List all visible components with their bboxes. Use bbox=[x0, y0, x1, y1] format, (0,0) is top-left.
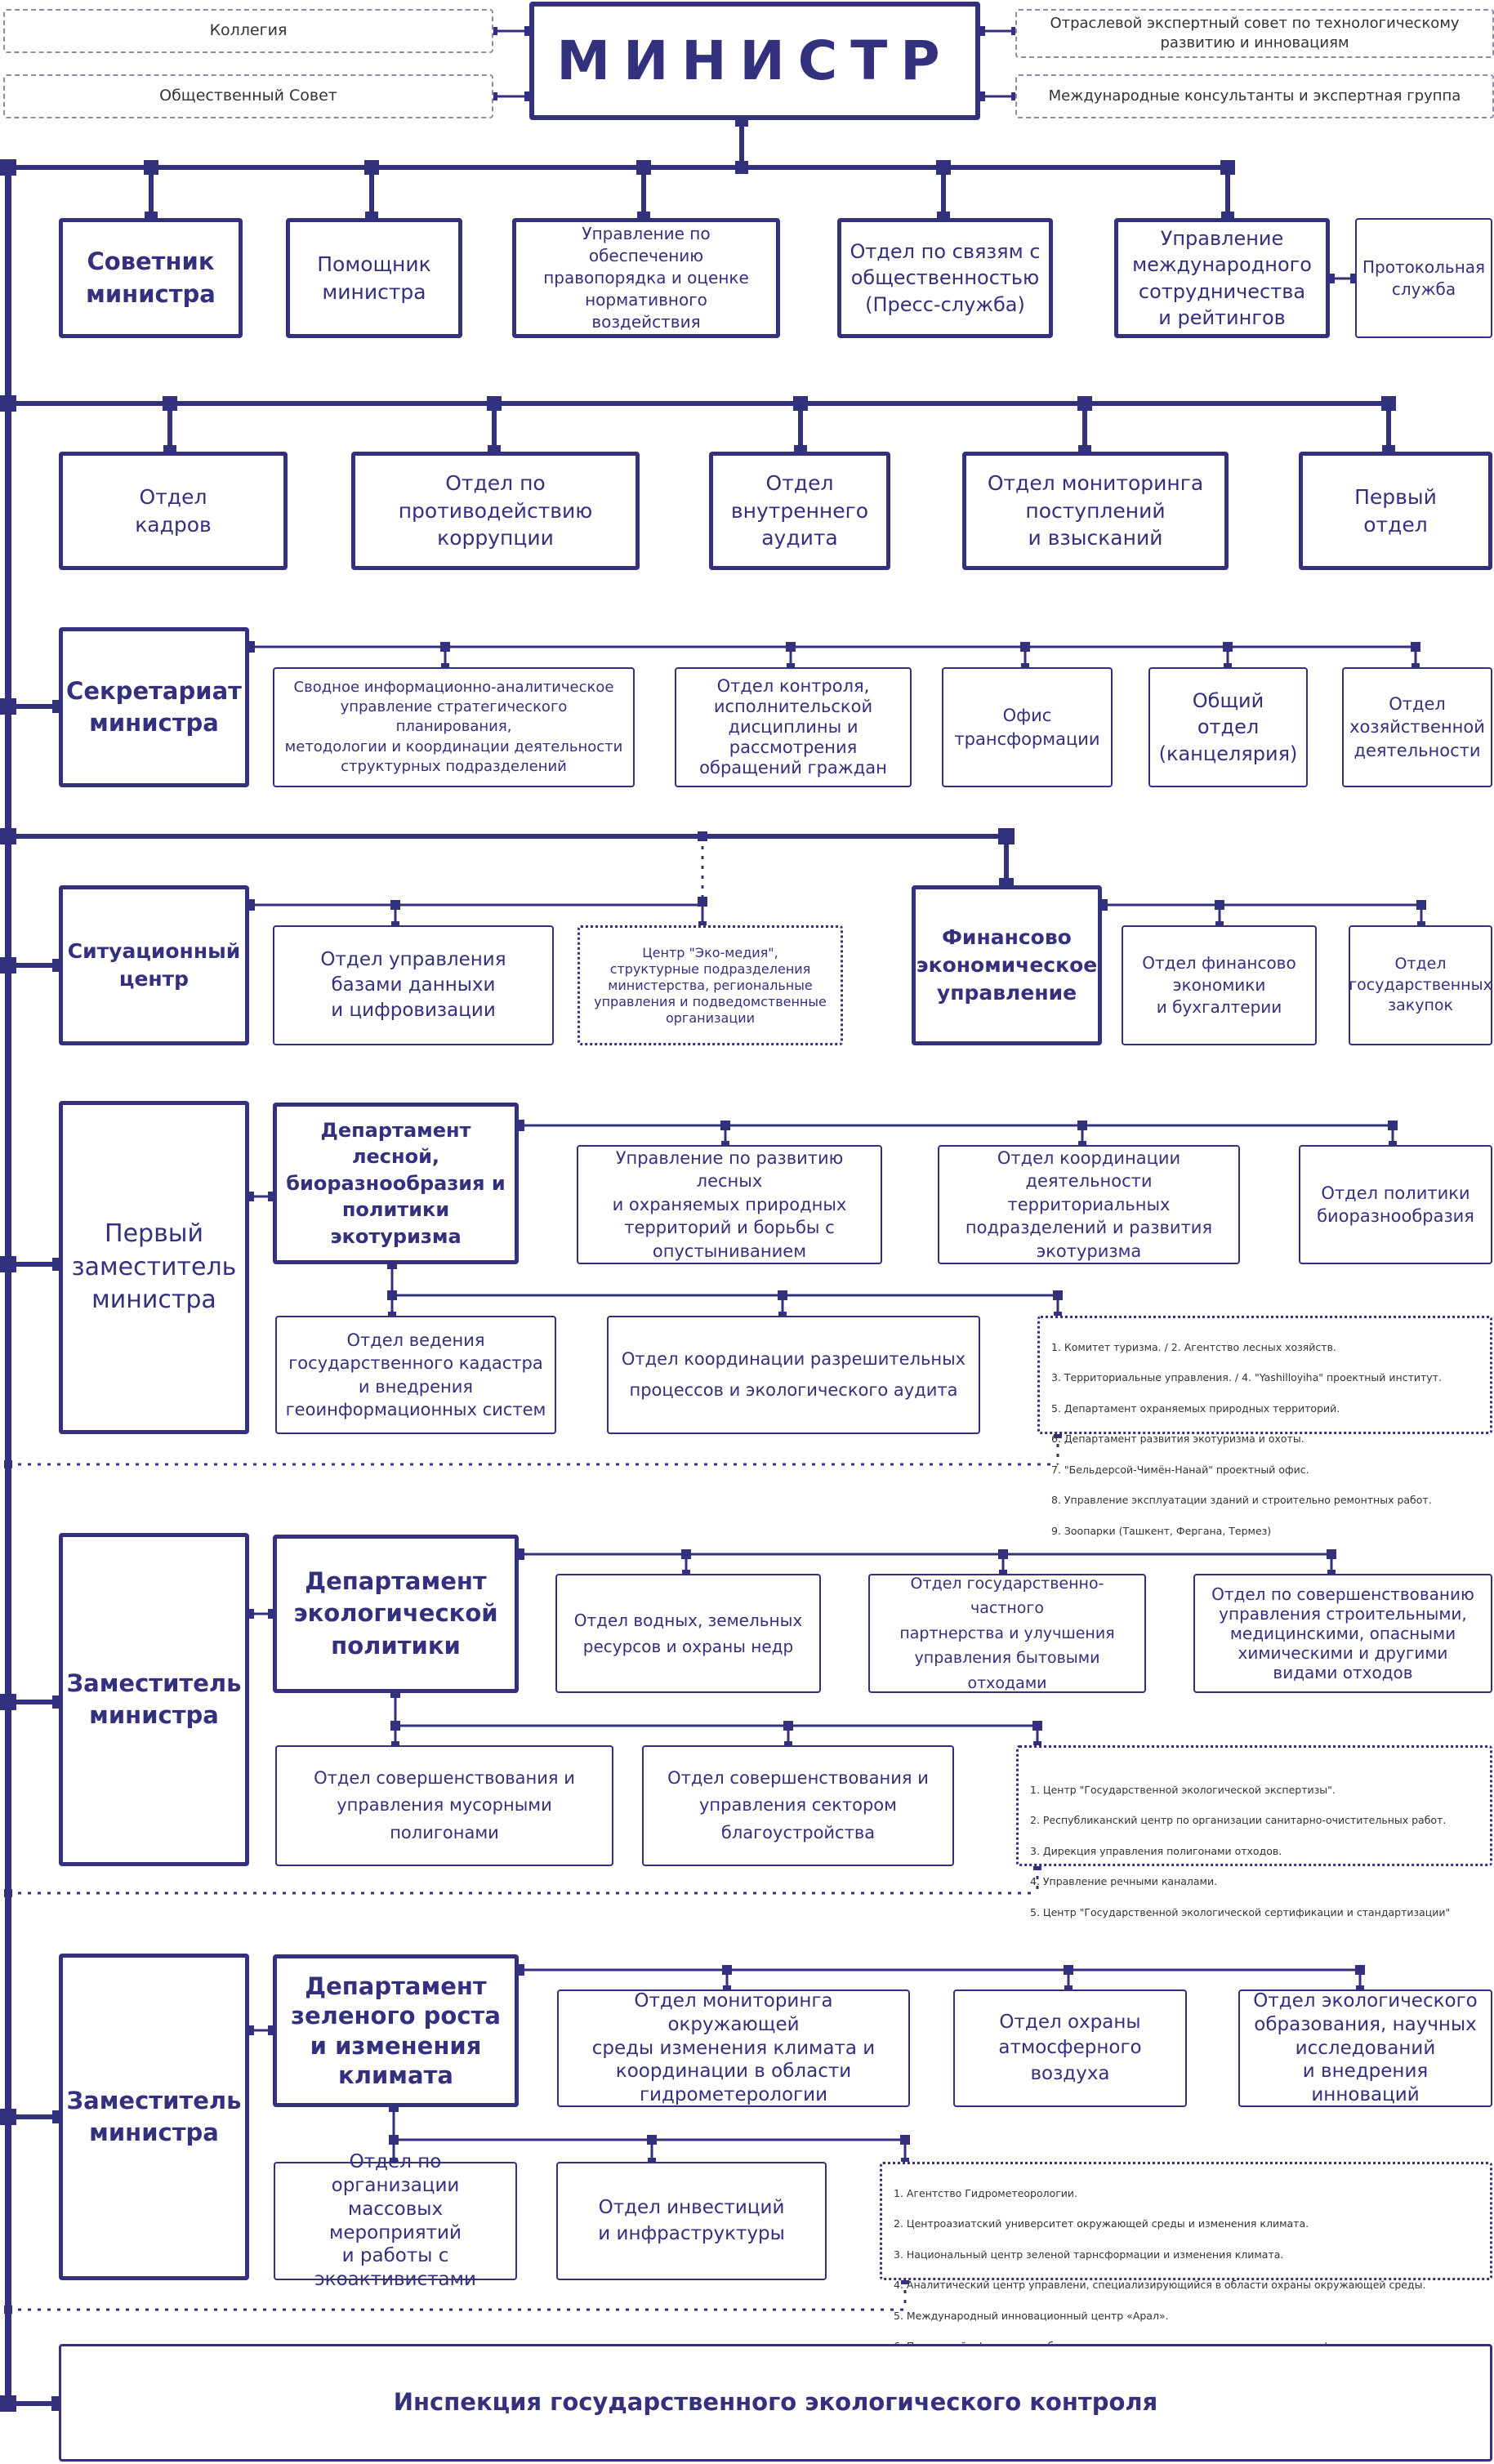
green-growth-department-box: Департамент зеленого роста и изменения климата bbox=[273, 1954, 519, 2107]
list-item: 6. Департамент развития экотуризма и охоты. bbox=[1051, 1433, 1304, 1446]
protocol-box: Протокольная служба bbox=[1355, 218, 1492, 338]
list-item: 3. Национальный центр зеленой тарнсформации и изменения климата. bbox=[894, 2248, 1284, 2261]
connector-node bbox=[0, 698, 16, 715]
connector-node bbox=[0, 159, 16, 176]
eco-policy-department-box: Департамент экологической политики bbox=[273, 1535, 519, 1693]
collegium-box: Коллегия bbox=[3, 9, 493, 53]
press-box: Отдел по связям с общественностью (Пресс-служба) bbox=[837, 218, 1053, 338]
list-item: 1. Агентство Гидрометеорологии. bbox=[894, 2186, 1078, 2199]
list-item: 1. Комитет туризма. / 2. Агентство лесных хозяйств. bbox=[1051, 1340, 1336, 1353]
inspection-box: Инспекция государственного экологического контроля bbox=[59, 2344, 1492, 2462]
analytics-box: Сводное информационно-аналитическое управление стратегического планирования, методологии и координации деятельности структурных подразделений bbox=[273, 667, 635, 787]
connector-node bbox=[0, 2395, 16, 2412]
landfills-box: Отдел совершенствования и управления мусорными полигонами bbox=[275, 1745, 613, 1866]
biodiversity-box: Отдел политики биоразнообразия bbox=[1299, 1145, 1492, 1264]
secretariat-box: Секретариат министра bbox=[59, 627, 249, 787]
landscaping-box: Отдел совершенствования и управления сектором благоустройства bbox=[642, 1745, 954, 1866]
situation-center-box: Ситуационный центр bbox=[59, 885, 249, 1045]
connector-node bbox=[390, 900, 400, 910]
eco-policy-subordinates-list bbox=[1016, 1745, 1492, 1918]
connector-node bbox=[0, 1256, 16, 1272]
list-item: 5. Департамент охраняемых природных территорий. bbox=[1051, 1401, 1340, 1415]
list-item: 2. Республиканский центр по организации санитарно-очистительных работ. bbox=[1030, 1814, 1447, 1827]
list-item: 8. Управление эксплуатации зданий и строительно ремонтных работ. bbox=[1051, 1494, 1432, 1507]
mass-events-box: Отдел по организации массовых мероприятий и работы с экоактивистами bbox=[274, 2162, 517, 2280]
international-dept-box: Управление международного сотрудничества и рейтингов bbox=[1114, 218, 1330, 338]
public-council-box: Общественный Совет bbox=[3, 74, 493, 118]
connector-node bbox=[0, 957, 16, 974]
hazardous-waste-box: Отдел по совершенствованию управления строительными, медицинскими, опасными химическими и другими видами отходов bbox=[1193, 1574, 1492, 1693]
climate-monitoring-box: Отдел мониторинга окружающей среды изменения климата и координации в области гидрометерологии bbox=[557, 1989, 910, 2107]
international-experts-box: Международные консультанты и экспертная группа bbox=[1015, 74, 1494, 118]
finance-box: Финансово экономическое управление bbox=[912, 885, 1102, 1045]
connector-node bbox=[4, 2306, 12, 2314]
anticorruption-box: Отдел по противодействию коррупции bbox=[351, 452, 640, 570]
databases-box: Отдел управления базами данныхи и цифровизации bbox=[273, 925, 554, 1045]
connector-node bbox=[4, 1460, 12, 1468]
list-item: 9. Зоопарки (Ташкент, Фергана, Термез) bbox=[1051, 1524, 1272, 1537]
investment-box: Отдел инвестиций и инфраструктуры bbox=[556, 2162, 827, 2280]
deputy-minister-ecology-box: Заместитель министра bbox=[59, 1533, 249, 1866]
climate-subordinates-list bbox=[880, 2162, 1492, 2322]
ppp-waste-box: Отдел государственно-частного партнерства и улучшения управления бытовыми отходами bbox=[868, 1574, 1146, 1693]
list-item: 5. Международный инновационный центр «Арал». bbox=[894, 2309, 1169, 2322]
law-order-box: Управление по обеспечению правопорядка и оценке нормативного воздействия bbox=[512, 218, 780, 338]
connector-node bbox=[0, 395, 16, 412]
list-item: 4. Управление речными каналами. bbox=[1030, 1875, 1218, 1888]
monitoring-box: Отдел мониторинга поступлений и взысканий bbox=[962, 452, 1229, 570]
advisor-box: Советник министра bbox=[59, 218, 243, 338]
forest-management-box: Управление по развитию лесных и охраняемых природных территорий и борьбы с опустыниванием bbox=[577, 1145, 882, 1264]
list-item: 7. "Бельдерсой-Чимён-Нанай" проектный офис. bbox=[1051, 1463, 1309, 1476]
eco-education-box: Отдел экологического образования, научных исследований и внедрения инноваций bbox=[1238, 1989, 1492, 2107]
first-dept-box: Первый отдел bbox=[1299, 452, 1492, 570]
first-deputy-subordinates-list bbox=[1037, 1316, 1492, 1537]
list-item: 3. Дирекция управления полигонами отходов. bbox=[1030, 1844, 1282, 1857]
accounting-box: Отдел финансово экономики и бухгалтерии bbox=[1122, 925, 1317, 1045]
expert-council-box: Отраслевой экспертный совет по технологическому развитию и инновациям bbox=[1015, 9, 1494, 58]
air-protection-box: Отдел охраны атмосферного воздуха bbox=[953, 1989, 1187, 2107]
eco-media-box: Центр "Эко-медия", структурные подразделения министерства, региональные управления и подведомственные организации bbox=[578, 925, 843, 1045]
assistant-box: Помощник министра bbox=[286, 218, 462, 338]
deputy-minister-climate-box: Заместитель министра bbox=[59, 1954, 249, 2280]
control-box: Отдел контроля, исполнительской дисциплины и рассмотрения обращений граждан bbox=[675, 667, 912, 787]
procurement-box: Отдел государственных закупок bbox=[1349, 925, 1492, 1045]
cadastre-box: Отдел ведения государственного кадастра и внедрения геоинформационных систем bbox=[275, 1316, 556, 1434]
list-item: 1. Центр "Государственной экологической экспертизы". bbox=[1030, 1783, 1336, 1796]
connector-node bbox=[4, 1889, 12, 1897]
connector-node bbox=[0, 828, 16, 844]
minister-box: МИНИСТР bbox=[529, 2, 980, 120]
first-deputy-box: Первый заместитель министра bbox=[59, 1101, 249, 1434]
general-dept-box: Общий отдел (канцелярия) bbox=[1148, 667, 1308, 787]
territorial-coordination-box: Отдел координации деятельности территориальных подразделений и развития экотуризма bbox=[938, 1145, 1240, 1264]
connector-node bbox=[0, 1694, 16, 1710]
permits-audit-box: Отдел координации разрешительных процессов и экологического аудита bbox=[607, 1316, 980, 1434]
list-item: 5. Центр "Государственной экологической сертификации и стандартизации" bbox=[1030, 1905, 1451, 1918]
connector-node bbox=[698, 831, 707, 841]
audit-box: Отдел внутреннего аудита bbox=[709, 452, 890, 570]
list-item: 2. Центроазиатский университет окружающей среды и изменения климата. bbox=[894, 2217, 1309, 2230]
economic-activity-box: Отдел хозяйственной деятельности bbox=[1342, 667, 1492, 787]
hr-box: Отдел кадров bbox=[59, 452, 288, 570]
forest-department-box: Департамент лесной, биоразнообразия и политики экотуризма bbox=[273, 1103, 519, 1264]
transformation-box: Офис трансформации bbox=[942, 667, 1113, 787]
connector-node bbox=[998, 828, 1015, 844]
connector-node bbox=[0, 2109, 16, 2125]
list-item: 3. Территориальные управления. / 4. "Yashilloyiha" проектный институт. bbox=[1051, 1371, 1442, 1384]
list-item: 4. Аналитический центр управлени, специализирующийся в области охраны окружающей среды. bbox=[894, 2279, 1426, 2292]
water-land-box: Отдел водных, земельных ресурсов и охраны недр bbox=[555, 1574, 821, 1693]
